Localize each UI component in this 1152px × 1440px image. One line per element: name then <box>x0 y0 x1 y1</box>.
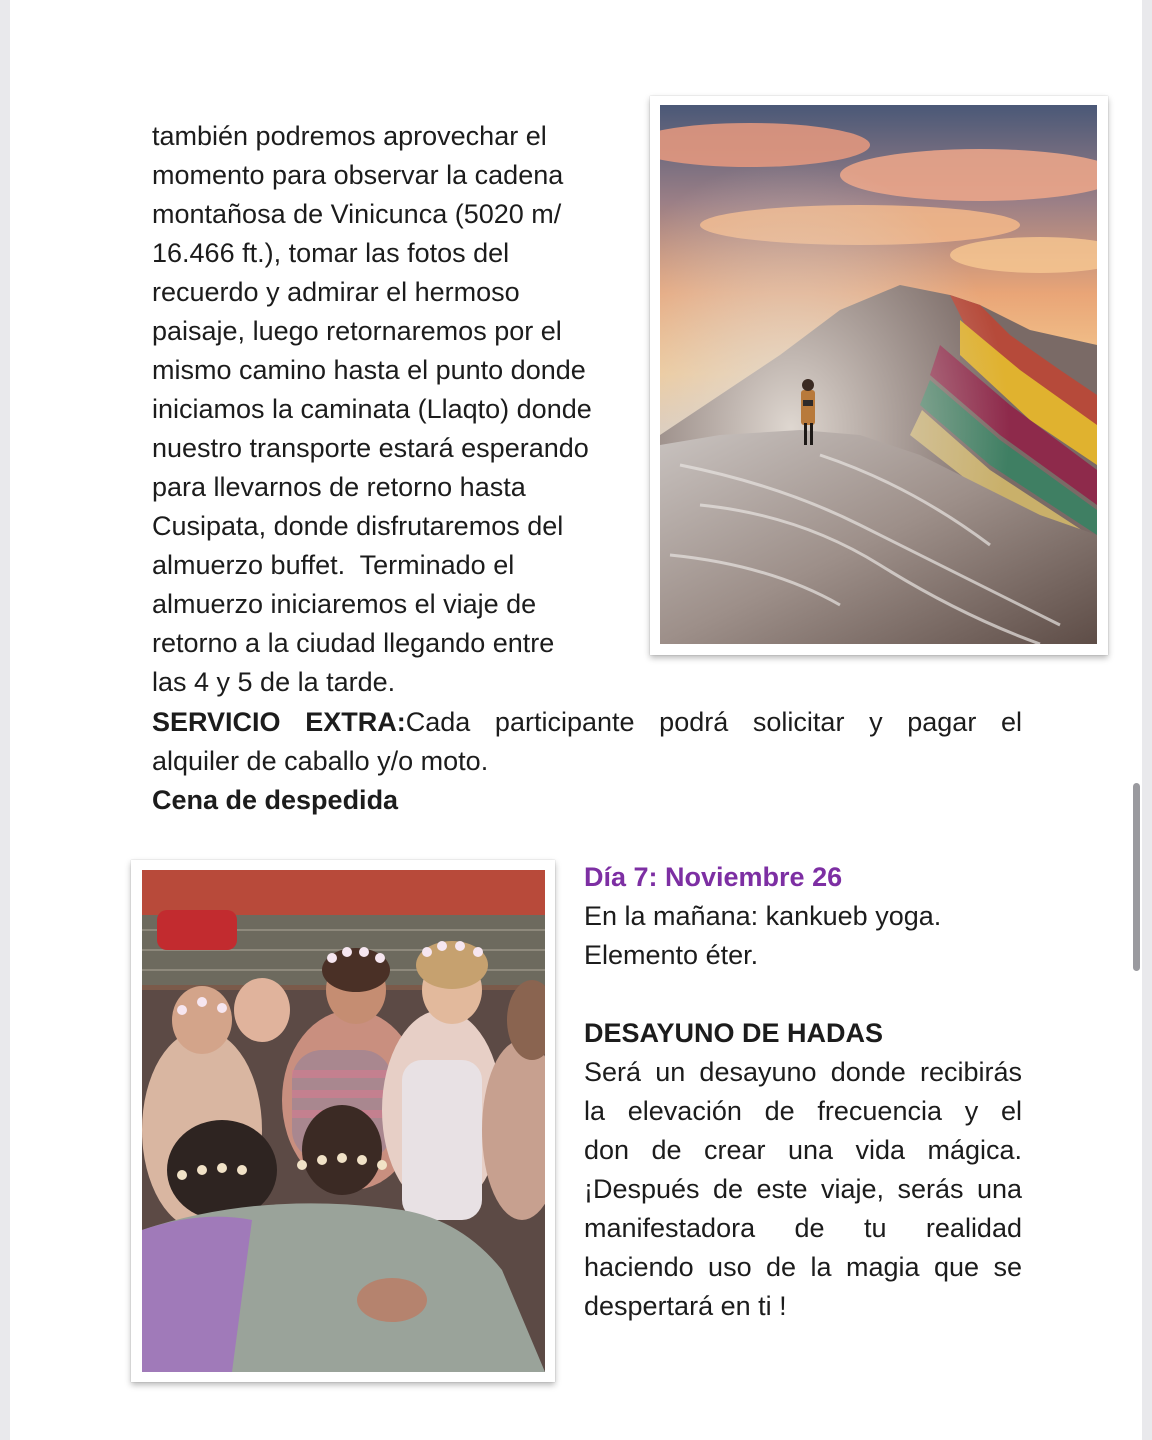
day7-line: En la mañana: kankueb yoga. <box>584 901 942 931</box>
women-circle-photo <box>142 870 545 1372</box>
extra-service-section <box>152 703 1022 820</box>
rainbow-mountain-photo <box>660 105 1097 644</box>
extra-service-line-2: alquiler de caballo y/o moto. <box>152 746 489 776</box>
text-line: almuerzo buffet. Terminado el <box>152 550 515 580</box>
rainbow-mountain-photo-frame <box>650 96 1108 655</box>
document-page <box>10 0 1142 1440</box>
extra-service-line <box>152 703 1022 742</box>
text-line: recuerdo y admirar el hermoso <box>152 277 520 307</box>
text-line: paisaje, luego retornaremos por el <box>152 316 562 346</box>
text-line: mismo camino hasta el punto donde <box>152 355 586 385</box>
spacer <box>584 975 1022 1014</box>
fairy-breakfast-heading: DESAYUNO DE HADAS <box>584 1018 884 1048</box>
women-circle-photo-frame <box>131 860 555 1382</box>
day7-heading: Día 7: Noviembre 26 <box>584 862 843 892</box>
text-line: las 4 y 5 de la tarde. <box>152 667 396 697</box>
text-line: Cusipata, donde disfrutaremos del <box>152 511 564 541</box>
desc-line: haciendo uso de la magia que se <box>584 1252 1022 1282</box>
extra-service-label: SERVICIO EXTRA: <box>152 707 406 737</box>
text-line: retorno a la ciudad llegando entre <box>152 628 555 658</box>
day7-line: Elemento éter. <box>584 940 759 970</box>
desc-line: la elevación de frecuencia y el <box>584 1096 1022 1126</box>
text-line: momento para observar la cadena <box>152 160 564 190</box>
text-line: montañosa de Vinicunca (5020 m/ <box>152 199 562 229</box>
desc-line: don de crear una vida mágica. <box>584 1135 1022 1165</box>
desc-line: Será un desayuno donde recibirás <box>584 1057 1022 1087</box>
text-line: 16.466 ft.), tomar las fotos del <box>152 238 510 268</box>
text-line: iniciamos la caminata (Llaqto) donde <box>152 394 592 424</box>
text-line: nuestro transporte estará esperando <box>152 433 589 463</box>
desc-line: ¡Después de este viaje, serás una <box>584 1174 1022 1204</box>
desc-line: manifestadora de tu realidad <box>584 1213 1022 1243</box>
day7-section <box>584 858 1022 1326</box>
text-line: también podremos aprovechar el <box>152 121 547 151</box>
extra-service-text: Cada participante podrá solicitar y pagar el <box>405 707 1022 737</box>
text-line: para llevarnos de retorno hasta <box>152 472 526 502</box>
paragraph-vinicunca <box>152 117 632 702</box>
farewell-dinner: Cena de despedida <box>152 785 399 815</box>
desc-line-last: despertará en ti ! <box>584 1291 787 1321</box>
scrollbar[interactable] <box>1133 783 1140 971</box>
text-line: almuerzo iniciaremos el viaje de <box>152 589 537 619</box>
